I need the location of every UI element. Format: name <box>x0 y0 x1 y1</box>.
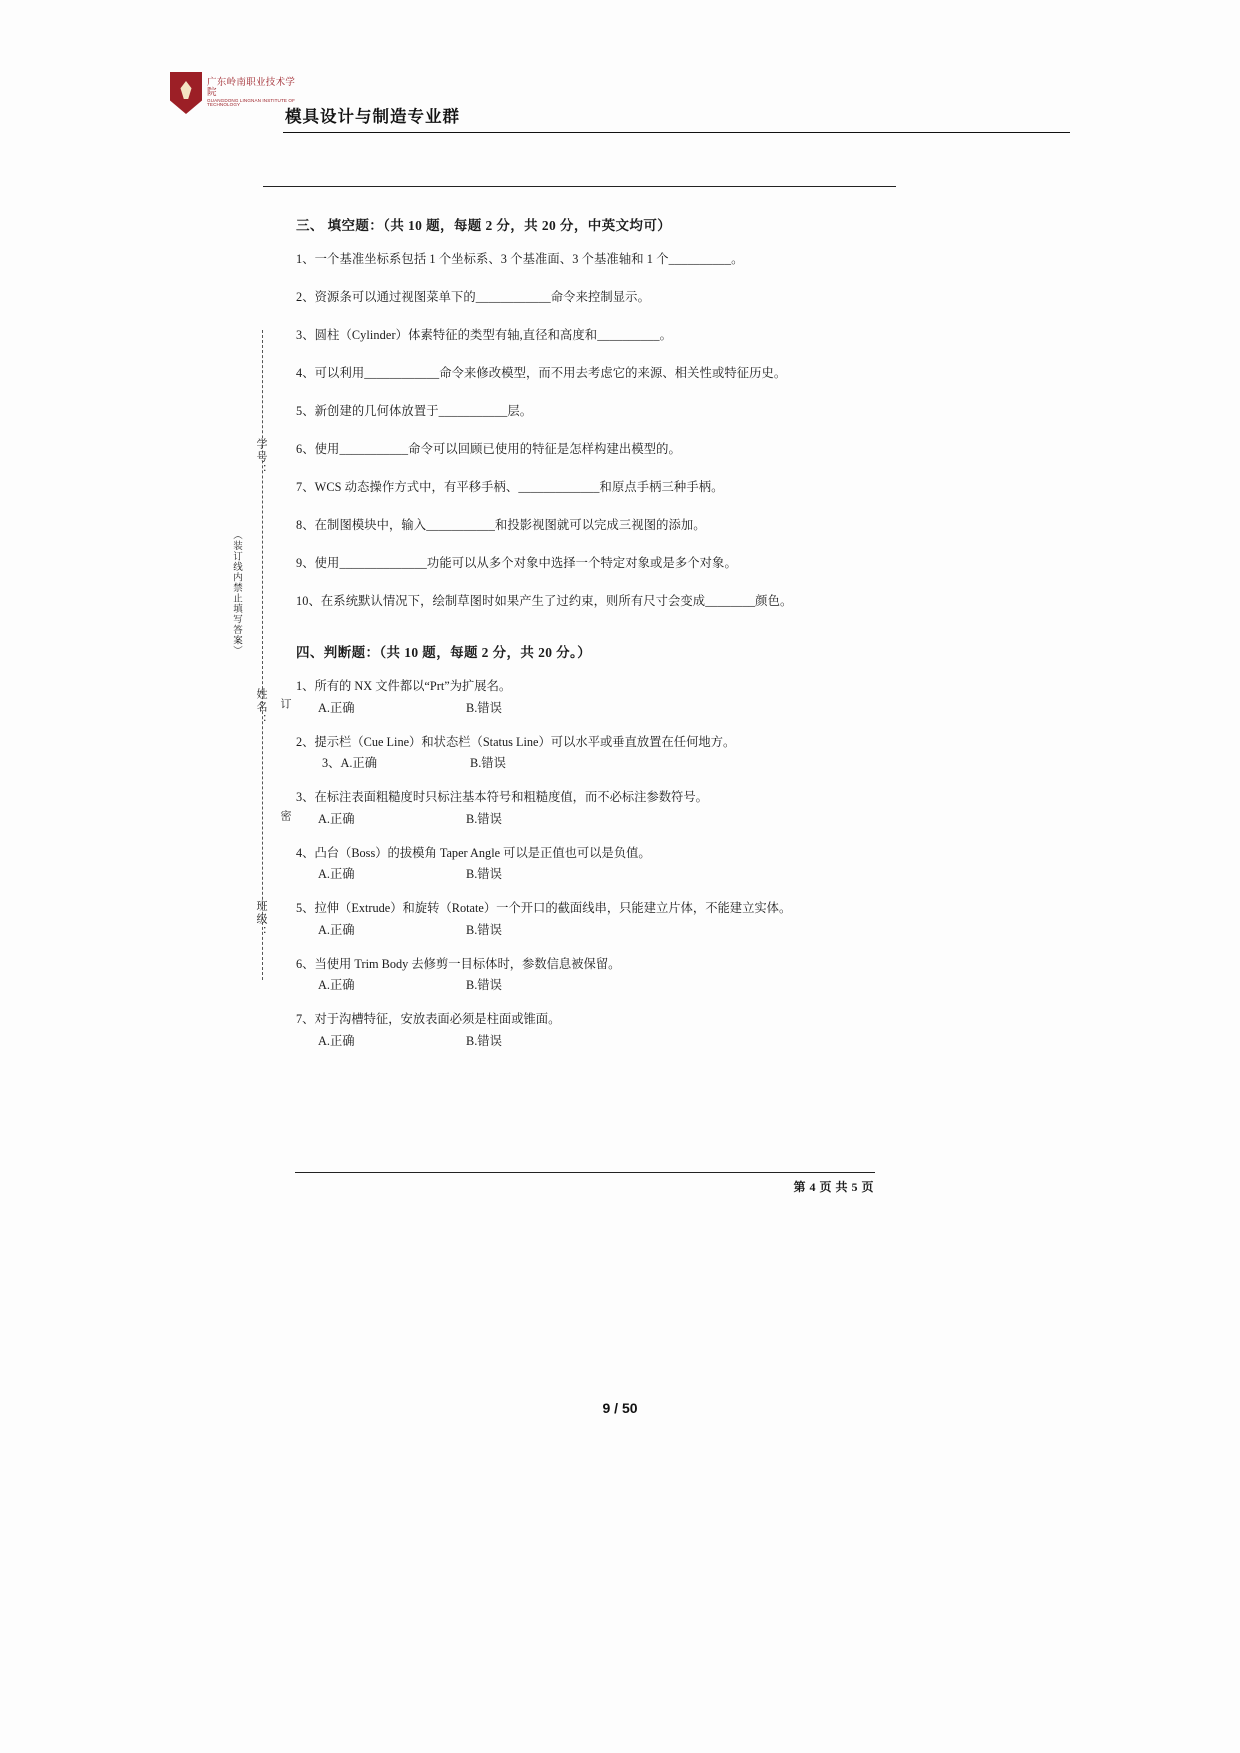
option-a[interactable]: A.正确 <box>318 700 355 715</box>
sheet-bottom-rule <box>295 1172 875 1173</box>
option-a[interactable]: A.正确 <box>318 1033 355 1048</box>
binding-label-mi: 密 <box>279 810 291 823</box>
field-class: 班级： <box>255 900 267 939</box>
fill-question: 8、在制图模块中，输入___________和投影视图就可以完成三视图的添加。 <box>296 518 706 533</box>
logo-name-cn: 广东岭南职业技术学院 <box>207 76 296 98</box>
truefalse-options <box>296 809 866 827</box>
fill-question: 5、新创建的几何体放置于___________层。 <box>296 404 533 419</box>
fill-question: 7、WCS 动态操作方式中，有平移手柄、_____________和原点手柄三种手柄。 <box>296 480 724 495</box>
section-title-true-false: 四、判断题：（共 10 题，每题 2 分，共 20 分。） <box>296 645 592 661</box>
truefalse-question: 3、在标注表面粗糙度时只标注基本符号和粗糙度值，而不必标注参数符号。 <box>296 790 708 805</box>
sheet-top-rule <box>263 186 896 187</box>
option-a[interactable]: A.正确 <box>318 811 355 826</box>
truefalse-question: 4、凸台（Boss）的拔模角 Taper Angle 可以是正值也可以是负值。 <box>296 845 651 860</box>
truefalse-options <box>296 698 866 716</box>
truefalse-question: 2、提示栏（Cue Line）和状态栏（Status Line）可以水平或垂直放置在任何地方。 <box>296 734 736 749</box>
fill-question: 9、使用______________功能可以从多个对象中选择一个特定对象或是多个对象。 <box>296 556 737 571</box>
truefalse-question: 6、当使用 Trim Body 去修剪一目标体时，参数信息被保留。 <box>296 956 621 971</box>
exam-content <box>296 214 866 1066</box>
option-b[interactable]: B.错误 <box>466 1033 502 1048</box>
fill-question: 1、一个基准坐标系包括 1 个坐标系、3 个基准面、3 个基准轴和 1 个__________。 <box>296 252 744 266</box>
truefalse-question: 5、拉伸（Extrude）和旋转（Rotate）一个开口的截面线串，只能建立片体，不能建立实体。 <box>296 901 792 916</box>
section-title-fill-in-blank: 三、 填空题：（共 10 题，每题 2 分，共 20 分，中英文均可） <box>296 218 672 233</box>
field-student-id: 学号： <box>255 438 267 477</box>
truefalse-options <box>296 920 866 938</box>
truefalse-options <box>296 1031 866 1049</box>
sheet-page-indicator: 第 4 页 共 5 页 <box>793 1180 874 1194</box>
viewer-page-indicator: 9 / 50 <box>602 1400 638 1416</box>
option-b[interactable]: B.错误 <box>466 867 502 882</box>
truefalse-options <box>296 864 866 882</box>
fill-question: 6、使用___________命令可以回顾已使用的特征是怎样构建出模型的。 <box>296 442 681 457</box>
binding-strip <box>225 330 291 980</box>
truefalse-question: 7、对于沟槽特征，安放表面必须是柱面或锥面。 <box>296 1012 561 1027</box>
binding-dashed-line <box>262 330 263 980</box>
fill-question: 3、圆柱（Cylinder）体素特征的类型有轴,直径和高度和__________。 <box>296 328 673 343</box>
shield-icon <box>170 72 202 114</box>
truefalse-options <box>296 975 866 993</box>
option-b[interactable]: B.错误 <box>466 700 502 715</box>
fill-question: 10、在系统默认情况下，绘制草图时如果产生了过约束，则所有尺寸会变成________颜色。 <box>296 594 793 609</box>
option-b[interactable]: B.错误 <box>466 978 502 993</box>
option-a[interactable]: A.正确 <box>318 867 355 882</box>
logo-name-en: GUANGDONG LINGNAN INSTITUTE OF TECHNOLOGY <box>207 97 295 108</box>
binding-label-ding: 订 <box>279 698 291 711</box>
page-title: 模具设计与制造专业群 <box>285 107 460 126</box>
option-a[interactable]: A.正确 <box>318 922 355 937</box>
truefalse-question: 1、所有的 NX 文件都以“Prt”为扩展名。 <box>296 679 512 694</box>
binding-note: （装订线内禁止填写答案） <box>231 530 241 656</box>
document-header <box>170 70 1070 140</box>
option-b[interactable]: B.错误 <box>466 811 502 826</box>
institute-logo <box>170 70 300 116</box>
fill-question: 4、可以利用____________命令来修改模型，而不用去考虑它的来源、相关性或特征历史。 <box>296 366 787 381</box>
option-b[interactable]: B.错误 <box>466 922 502 937</box>
option-b[interactable]: B.错误 <box>470 756 506 771</box>
field-name: 姓名： <box>255 688 267 727</box>
fill-question: 2、资源条可以通过视图菜单下的____________命令来控制显示。 <box>296 290 650 305</box>
header-divider <box>283 132 1070 133</box>
truefalse-options <box>296 753 866 771</box>
option-a[interactable]: 3、A.正确 <box>322 756 377 771</box>
option-a[interactable]: A.正确 <box>318 978 355 993</box>
